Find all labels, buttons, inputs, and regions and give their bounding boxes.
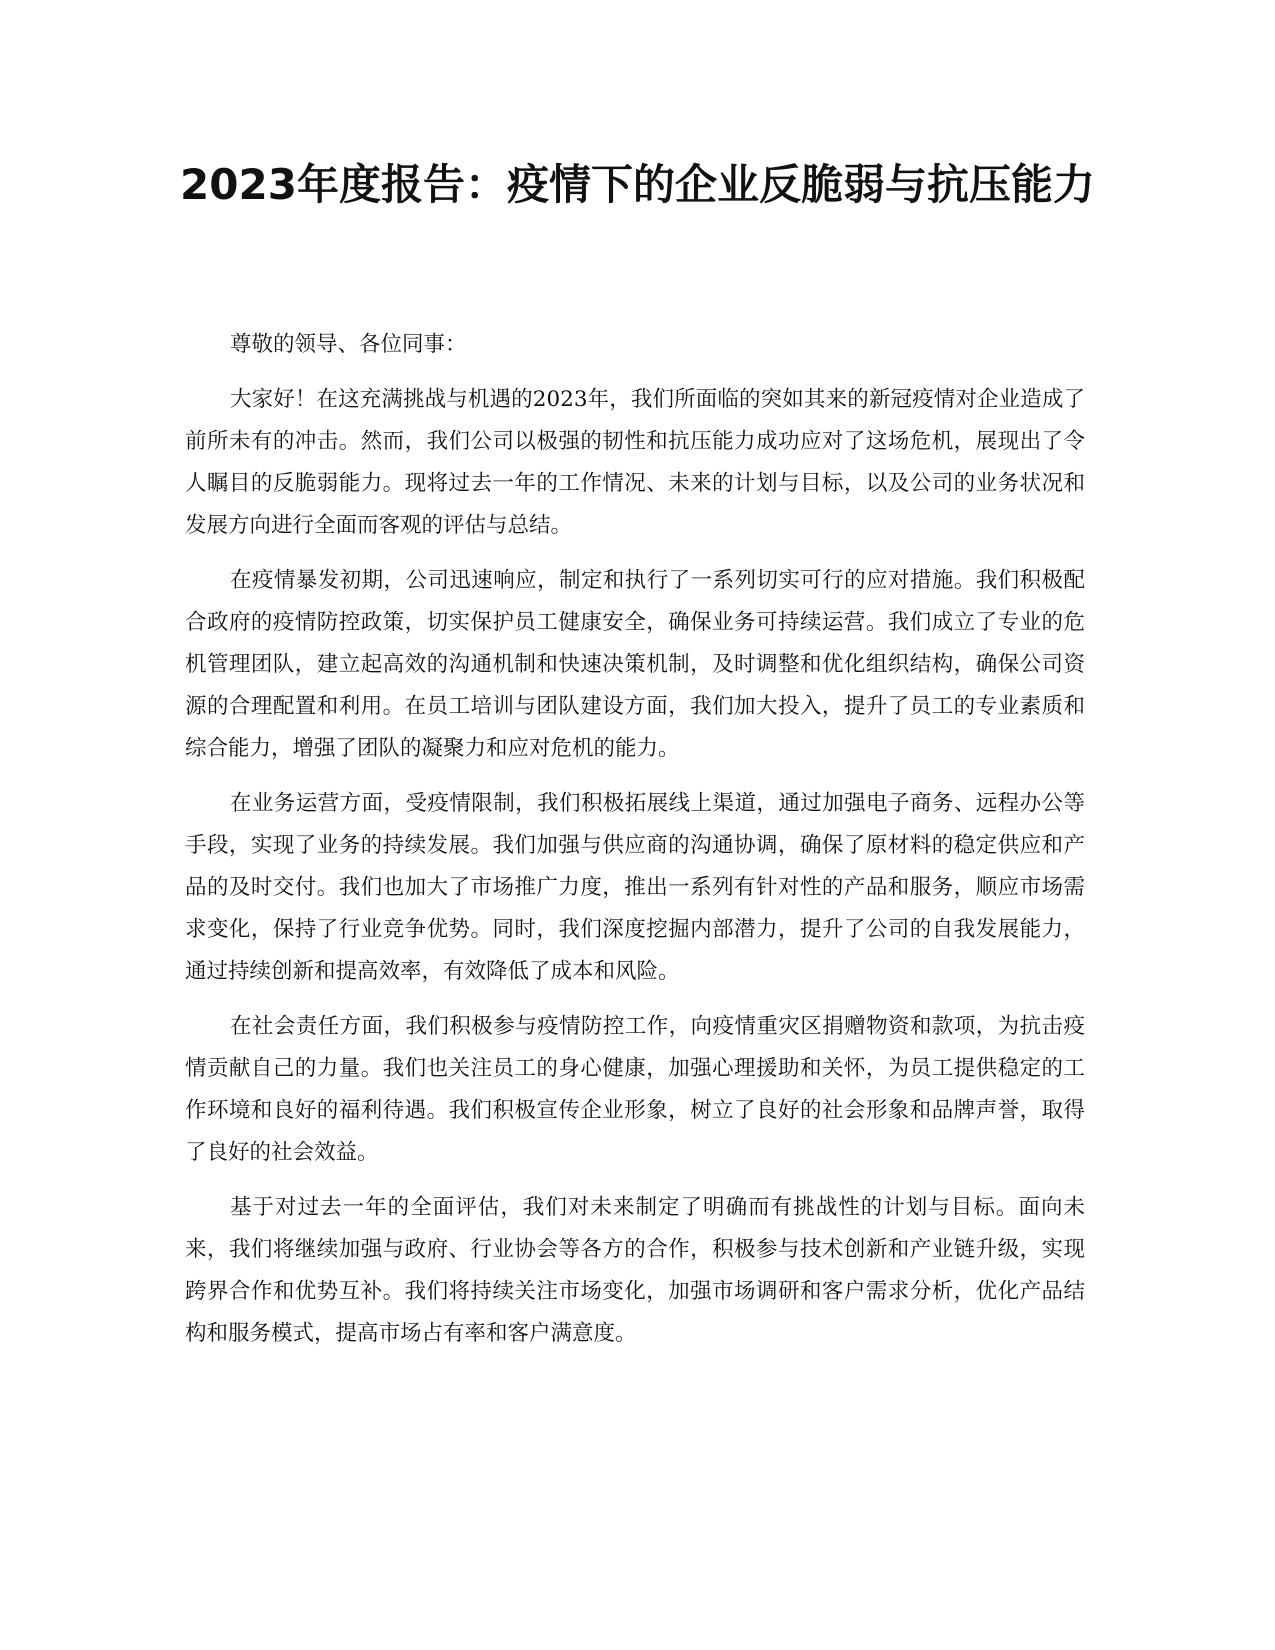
- paragraph-crisis-response: 在疫情暴发初期，公司迅速响应，制定和执行了一系列切实可行的应对措施。我们积极配合政府的疫情防控政策，切实保护员工健康安全，确保业务可持续运营。我们成立了专业的危机管理团队，建立起高效的沟通机制和快速决策机制，及时调整和优化组织结构，确保公司资源的合理配置和利用。在员工培训与团队建设方面，我们加大投入，提升了员工的专业素质和综合能力，增强了团队的凝聚力和应对危机的能力。: [185, 568, 1085, 761]
- paragraph-social-responsibility: 在社会责任方面，我们积极参与疫情防控工作，向疫情重灾区捐赠物资和款项，为抗击疫情贡献自己的力量。我们也关注员工的身心健康，加强心理援助和关怀，为员工提供稳定的工作环境和良好的福利待遇。我们积极宣传企业形象，树立了良好的社会形象和品牌声誉，取得了良好的社会效益。: [185, 1014, 1085, 1165]
- document-body: [185, 324, 1085, 1368]
- paragraph-future-plans: 基于对过去一年的全面评估，我们对未来制定了明确而有挑战性的计划与目标。面向未来，我们将继续加强与政府、行业协会等各方的合作，积极参与技术创新和产业链升级，实现跨界合作和优势互补。我们将持续关注市场变化，加强市场调研和客户需求分析，优化产品结构和服务模式，提高市场占有率和客户满意度。: [185, 1195, 1085, 1346]
- paragraph-business-operations: 在业务运营方面，受疫情限制，我们积极拓展线上渠道，通过加强电子商务、远程办公等手段，实现了业务的持续发展。我们加强与供应商的沟通协调，确保了原材料的稳定供应和产品的及时交付。我们也加大了市场推广力度，推出一系列有针对性的产品和服务，顺应市场需求变化，保持了行业竞争优势。同时，我们深度挖掘内部潜力，提升了公司的自我发展能力，通过持续创新和提高效率，有效降低了成本和风险。: [185, 791, 1085, 984]
- salutation: 尊敬的领导、各位同事：: [230, 332, 467, 357]
- paragraph-greeting: 大家好！在这充满挑战与机遇的2023年，我们所面临的突如其来的新冠疫情对企业造成了前所未有的冲击。然而，我们公司以极强的韧性和抗压能力成功应对了这场危机，展现出了令人瞩目的反脆弱能力。现将过去一年的工作情况、未来的计划与目标，以及公司的业务状况和发展方向进行全面而客观的评估与总结。: [185, 387, 1085, 538]
- document-title: 2023年度报告：疫情下的企业反脆弱与抗压能力: [180, 160, 1095, 209]
